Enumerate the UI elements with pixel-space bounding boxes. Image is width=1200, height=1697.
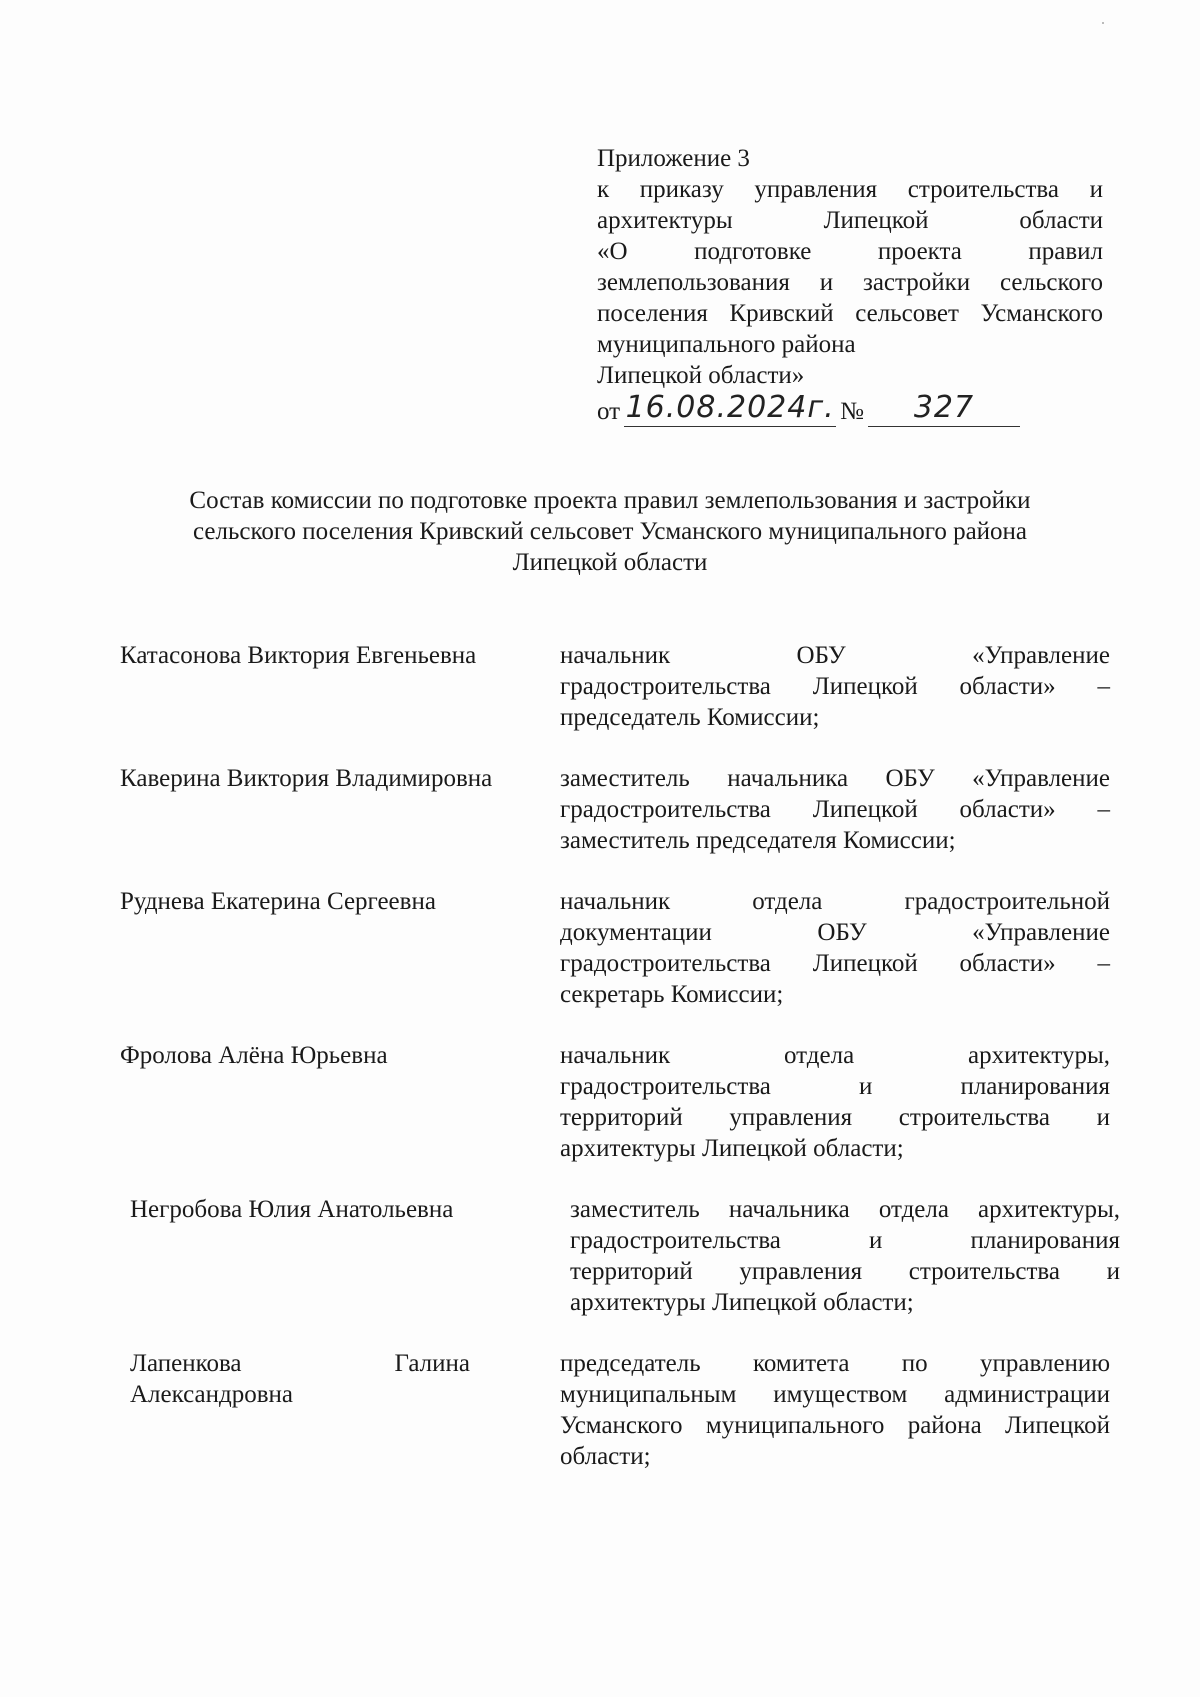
member-row [120,1040,1110,1164]
role-line: архитектуры Липецкой области; [560,1135,904,1162]
appendix-line: «О подготовке проекта правил [597,238,1103,265]
role-line: начальник отдела архитектуры, [560,1042,1110,1069]
appendix-line: Липецкой области» [597,362,805,389]
appendix-line: муниципального района [597,331,856,358]
role-line: Усманского муниципального района Липецкой [560,1412,1110,1439]
member-row [120,763,1110,856]
role-line: градостроительства Липецкой области» – [560,796,1110,823]
date-prefix: от [597,398,621,425]
member-name: Катасонова Виктория Евгеньевна [120,642,477,669]
role-line: архитектуры Липецкой области; [570,1289,914,1316]
order-number-handwritten: 327 [913,390,975,425]
name-line: Александровна [130,1381,294,1408]
scan-speck [1102,22,1104,24]
appendix-line: землепользования и застройки сельского [597,269,1103,296]
order-date-field [624,390,836,427]
role-line: председатель комитета по управлению [560,1350,1110,1377]
member-role [560,640,1110,733]
member-name: Каверина Виктория Владимировна [120,765,493,792]
title-line: сельского поселения Кривский сельсовет Усманского муниципального района [192,518,1028,545]
member-row [120,1194,1120,1318]
role-line: области; [560,1443,651,1470]
commission-title [150,485,1070,578]
role-line: секретарь Комиссии; [560,981,784,1008]
name-line: Лапенкова Галина [130,1350,470,1377]
member-name: Негробова Юлия Анатольевна [130,1196,454,1223]
role-line: председатель Комиссии; [560,704,820,731]
role-line: начальник ОБУ «Управление [560,642,1110,669]
role-line: градостроительства Липецкой области» – [560,673,1110,700]
member-role [560,763,1110,856]
role-line: градостроительства и планирования [560,1073,1110,1100]
role-line: градостроительства и планирования [570,1227,1120,1254]
role-line: документации ОБУ «Управление [560,919,1110,946]
order-date-number-row [597,390,1103,427]
members-list [120,640,1120,1502]
member-row [120,886,1110,1010]
order-number-field [868,390,1020,427]
order-date-handwritten: 16.08.2024г. [625,390,835,425]
appendix-block [597,143,1103,427]
role-line: начальник отдела градостроительной [560,888,1110,915]
member-name [120,1348,470,1410]
role-line: территорий управления строительства и [570,1258,1120,1285]
appendix-line: к приказу управления строительства и [597,176,1103,203]
member-role [560,1348,1110,1472]
title-line: Липецкой области [512,549,708,576]
role-line: территорий управления строительства и [560,1104,1110,1131]
member-role [570,1194,1120,1318]
appendix-line: архитектуры Липецкой области [597,207,1103,234]
role-line: заместитель начальника ОБУ «Управление [560,765,1110,792]
role-line: градостроительства Липецкой области» – [560,950,1110,977]
member-row [120,1348,1110,1472]
role-line: заместитель начальника отдела архитектуры, [570,1196,1120,1223]
member-name: Фролова Алёна Юрьевна [120,1042,388,1069]
member-name: Руднева Екатерина Сергеевна [120,888,436,915]
appendix-line: поселения Кривский сельсовет Усманского [597,300,1103,327]
title-line: Состав комиссии по подготовке проекта правил землепользования и застройки [189,487,1031,514]
appendix-line: Приложение 3 [597,145,750,172]
role-line: заместитель председателя Комиссии; [560,827,956,854]
member-role [560,1040,1110,1164]
number-label: № [840,398,864,425]
member-row [120,640,1110,733]
role-line: муниципальным имуществом администрации [560,1381,1110,1408]
member-role [560,886,1110,1010]
